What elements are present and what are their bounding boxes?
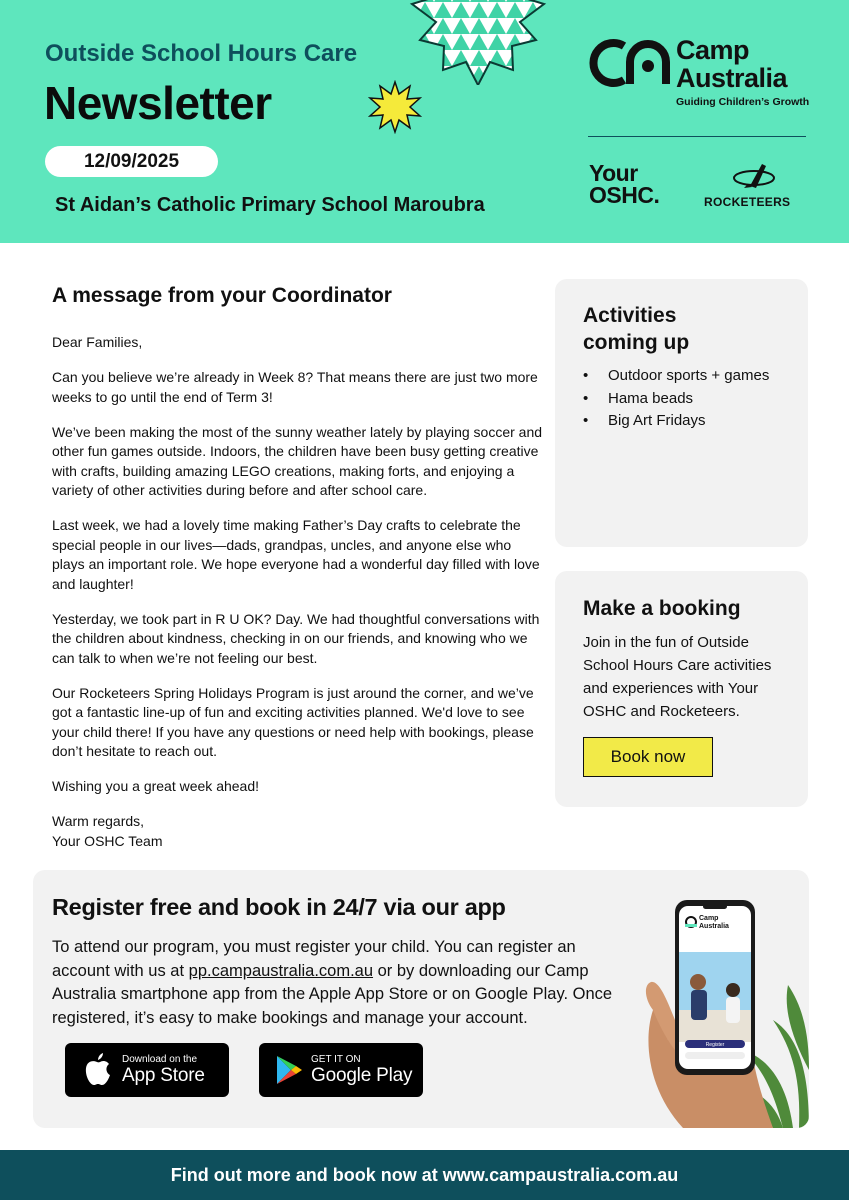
activities-list xyxy=(583,365,769,433)
register-text xyxy=(52,936,622,1030)
signoff-line1: Warm regards, xyxy=(52,813,145,829)
activities-title-line1: Activities xyxy=(583,304,677,327)
decorative-star-icon xyxy=(398,0,558,85)
phone-logo-line1: Camp xyxy=(699,915,719,922)
signoff-line2: Your OSHC Team xyxy=(52,832,163,849)
your-oshc-line2: OSHC. xyxy=(589,182,660,208)
book-now-button[interactable]: Book now xyxy=(583,737,713,777)
rocket-icon xyxy=(732,160,776,190)
app-store-big-text: App Store xyxy=(122,1065,205,1086)
google-play-button[interactable] xyxy=(259,1043,423,1097)
activities-card xyxy=(555,279,808,547)
brand-name-line1: Camp xyxy=(676,35,750,65)
newsletter-date: 12/09/2025 xyxy=(45,146,218,177)
message-paragraph: We’ve been making the most of the sunny weather lately by playing soccer and other fun games outside. Indoors, the children have been busy getting creative with crafts, building amazing LEGO creations, making forts, and enjoying a variety of other activities during before and after school care. xyxy=(52,423,543,498)
message-paragraph: Wishing you a great week ahead! xyxy=(52,778,260,794)
newsletter-title: Newsletter xyxy=(44,77,272,129)
booking-card xyxy=(555,571,808,807)
google-play-small-text: GET IT ON xyxy=(311,1054,361,1065)
footer-banner: Find out more and book now at www.campaustralia.com.au xyxy=(0,1150,849,1200)
booking-title: Make a booking xyxy=(583,597,741,620)
message-greeting: Dear Families, xyxy=(52,334,143,350)
message-paragraph: Yesterday, we took part in R U OK? Day. We had thoughtful conversations with the children about kindness, checking in on our friends, and knowing who we can talk to when we’re not feeling our best. xyxy=(52,610,540,666)
rocketeers-logo-text: ROCKETEERS xyxy=(704,195,791,209)
list-item: • Hama beads xyxy=(583,388,769,411)
booking-description: Join in the fun of Outside School Hours Care activities and experiences with Your OSHC and Rocketeers. xyxy=(583,634,772,720)
your-oshc-logo xyxy=(589,162,659,206)
school-name: St Aidan’s Catholic Primary School Maroubra xyxy=(55,194,485,216)
app-store-button[interactable] xyxy=(65,1043,229,1097)
list-item: • Outdoor sports + games xyxy=(583,365,769,388)
activities-title-line2: coming up xyxy=(583,331,690,354)
phone-in-hand-illustration xyxy=(623,890,809,1128)
register-text-after: or by downloading our Camp Australia smartphone app from the Apple App Store or on Google Play. Once registered, it’s easy to make bookings and manage your account. xyxy=(52,961,613,1027)
apple-icon xyxy=(81,1052,113,1088)
register-link[interactable]: pp.campaustralia.com.au xyxy=(188,961,374,980)
register-section xyxy=(33,870,809,1128)
register-heading: Register free and book in 24/7 via our app xyxy=(52,894,506,920)
coordinator-heading: A message from your Coordinator xyxy=(52,284,392,307)
header-divider xyxy=(588,136,806,137)
google-play-big-text: Google Play xyxy=(311,1065,413,1086)
register-text-before: To attend our program, you must register your child. You can register an account with us at xyxy=(52,938,576,980)
phone-register-text: Register xyxy=(705,1042,725,1048)
header-banner xyxy=(0,0,849,243)
camp-australia-logo-icon xyxy=(586,36,676,88)
app-store-small-text: Download on the xyxy=(122,1054,198,1065)
coordinator-message xyxy=(52,333,542,851)
google-play-icon xyxy=(275,1055,303,1085)
burst-icon xyxy=(368,80,422,134)
brand-tagline: Guiding Children’s Growth xyxy=(676,96,810,108)
newsletter-subtitle: Outside School Hours Care xyxy=(45,40,358,67)
phone-logo-line2: Australia xyxy=(699,923,729,930)
brand-name-line2: Australia xyxy=(676,63,788,93)
message-paragraph: Can you believe we’re already in Week 8? That means there are just two more weeks to go until the end of Term 3! xyxy=(52,369,538,405)
message-signoff xyxy=(52,812,542,851)
activities-title xyxy=(583,302,689,356)
message-paragraph: Last week, we had a lovely time making Father’s Day crafts to celebrate the special people in our lives—dads, grandpas, uncles, and anyone else who plays an important role. We hope everyone had a wonderful day filled with love and laughter! xyxy=(52,517,540,592)
message-paragraph: Our Rocketeers Spring Holidays Program is just around the corner, and we’ve got a fantastic line-up of fun and exciting activities planned. We'd love to see your child there! If you have any questions or need help with bookings, please don’t hesitate to reach out. xyxy=(52,684,534,759)
list-item: • Big Art Fridays xyxy=(583,410,769,433)
your-oshc-line1: Your xyxy=(589,160,638,186)
